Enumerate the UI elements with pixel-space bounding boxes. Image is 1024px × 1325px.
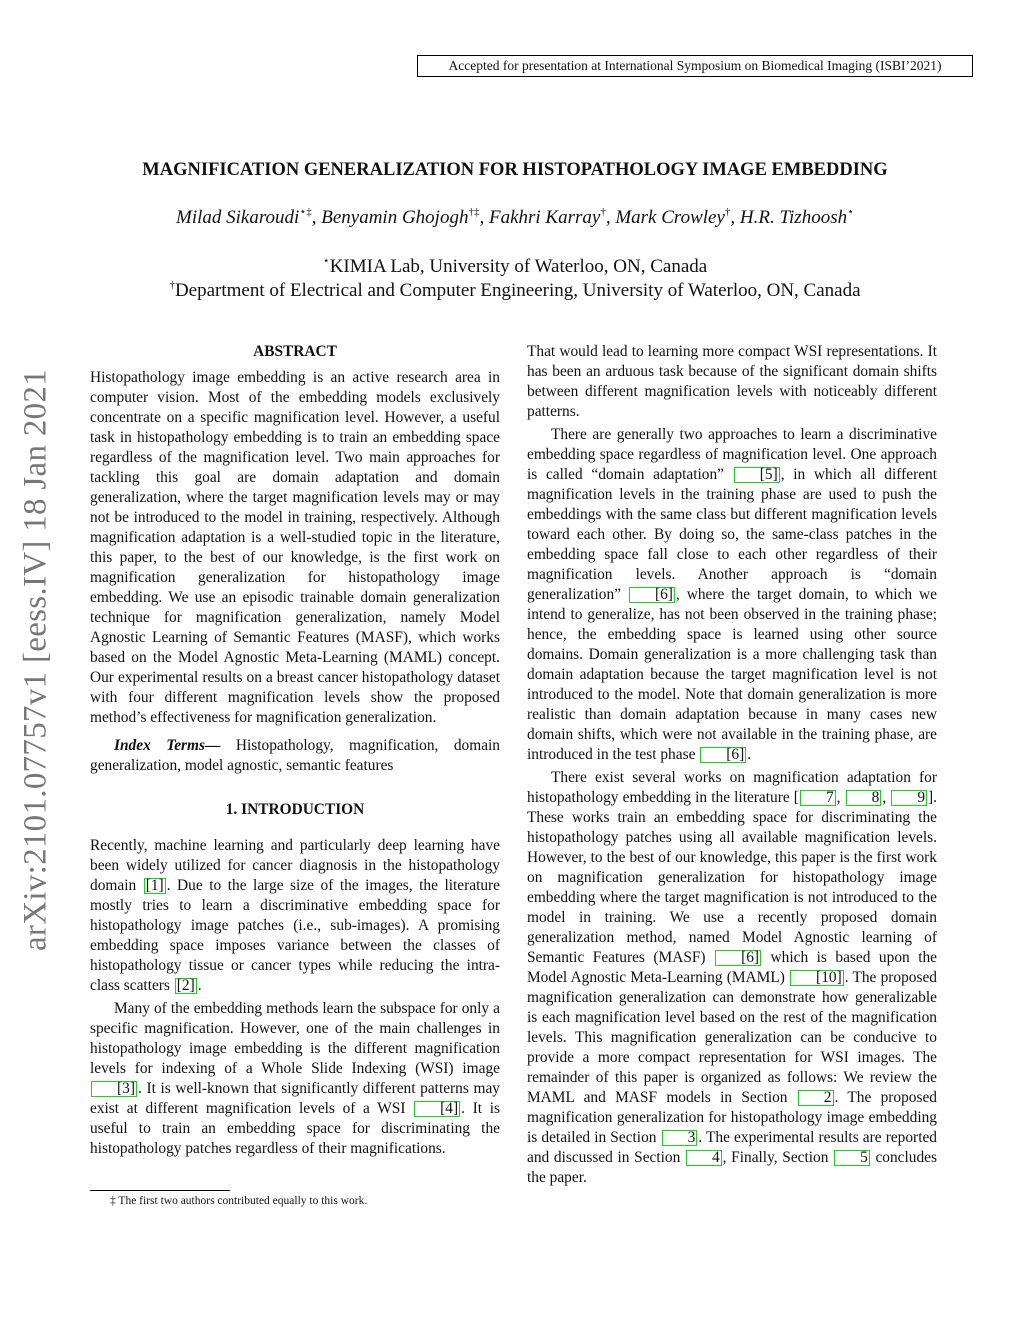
intro-paragraph-1 <box>90 836 500 996</box>
text-run: . The proposed magnification generalization for histopathology image embedding is detailed in Section <box>527 1089 937 1146</box>
text-run: . <box>197 977 202 994</box>
abstract-text: Histopathology image embedding is an active research area in computer vision. Most of the embedding models exclusively concentrate on a specific magnification level. However, a useful task in histopathology embedding is to train an embedding space regardless of the magnification level. Two main approaches for tackling this goal are domain adaptation and domain generalization, where the target magnification levels may or may not be introduced to the model in training, respectively. Although magnification adaptation is a well-studied topic in the literature, this paper, to the best of our knowledge, is the first work on magnification generalization for histopathology image embedding. We use an episodic trainable domain generalization technique for magnification generalization, namely Model Agnostic Learning of Semantic Features (MASF), which works based on the Model Agnostic Meta-Learning (MAML) concept. Our experimental results on a breast cancer histopathology dataset with four different magnification levels show the proposed method’s effectiveness for magnification generalization. <box>90 369 500 726</box>
text-run: Recently, machine learning and particularly deep learning have been widely utilized for cancer diagnosis in the histopathology domain <box>90 837 500 894</box>
author-list <box>60 207 970 229</box>
citation-number[interactable]: 3 <box>122 1080 130 1097</box>
index-terms-text: Histopathology, magnification, domain generalization, model agnostic, semantic features <box>90 737 500 774</box>
text-run: , in which all different magnification levels in the training phase are used to push the embeddings with the same class but different magnification levels toward each other. By doing so, the same-class patches in the embedding space fall close to each other regardless of their magnification levels. Another approach is “domain generalization” <box>527 466 937 603</box>
text-run: . The experimental results are reported and discussed in Section <box>527 1129 937 1166</box>
section-link[interactable]: 5 <box>834 1150 870 1166</box>
author-separator: , <box>730 207 740 228</box>
text-run: , where the target domain, to which we intend to generalize, has not been observed in the training phase; hence, the embedding space is learned using other source domains. Domain generalization is a more challenging task than domain adaptation because the target magnification level is not introduced to the model. Note that domain generalization is more realistic than domain adaptation because in many cases new domain shifts, which were not available in the training phase, are introduced in the test phase <box>527 586 937 763</box>
section-link[interactable]: 4 <box>686 1150 722 1166</box>
citation-link[interactable]: [5] <box>734 467 780 483</box>
author-mark: † <box>724 206 731 218</box>
author: Mark Crowley <box>615 207 725 228</box>
citation-link[interactable]: [6] <box>629 587 675 603</box>
citation-link[interactable]: [6] <box>715 950 761 966</box>
text-run: which is based upon the Model Agnostic Meta-Learning (MAML) <box>527 949 938 986</box>
arxiv-sidebar <box>12 360 60 960</box>
intro-heading: 1. INTRODUCTION <box>225 801 365 818</box>
author: Milad Sikaroudi <box>176 207 300 228</box>
citation-number[interactable]: 1 <box>150 877 159 894</box>
affiliation-ece <box>60 280 970 302</box>
intro-paragraph-3: That would lead to learning more compact WSI representations. It has been an arduous task because of the significant domain shifts between different magnification levels with noticeably different patterns. <box>527 343 937 420</box>
citation-link[interactable]: 8 <box>846 790 882 806</box>
author-separator: , <box>311 207 322 228</box>
text-run: ]. These works train an embedding space for discriminating the histopathology patches using all available magnification levels. However, to the best of our knowledge, this paper is the first work on magnification generalization for histopathology image embedding where the target magnification is not introduced to the model in training. We use a recently proposed domain generalization method, named Model Agnostic learning of Semantic Features (MASF) <box>527 789 937 966</box>
affiliation-text: Department of Electrical and Computer Engineering, University of Waterloo, ON, Canada <box>174 280 861 301</box>
citation-link[interactable]: [2] <box>176 977 195 994</box>
footnote <box>110 1195 367 1207</box>
affiliation-mark: ⋆ <box>322 255 330 267</box>
abstract-heading: ABSTRACT <box>253 343 337 360</box>
author-separator: , <box>479 207 489 228</box>
citation-number[interactable]: 6 <box>746 949 754 966</box>
author-mark: † <box>600 206 606 218</box>
author-mark: ⋆‡ <box>299 206 312 218</box>
affiliation-text: KIMIA Lab, University of Waterloo, ON, Canada <box>329 256 708 277</box>
text-run: , Finally, Section <box>722 1149 834 1166</box>
citation-link[interactable]: 7 <box>800 790 836 806</box>
footnote-text: The first two authors contributed equally to this work. <box>115 1195 368 1207</box>
text-run: . Due to the large size of the images, the literature mostly tries to learn a discriminative embedding space for histopathology image patches (i.e., sub-images). A promising embedding space imposes variance between the classes of histopathology tissue or cancer types while reducing the intra-class scatters <box>90 877 501 994</box>
acceptance-notice: Accepted for presentation at International Symposium on Biomedical Imaging (ISBI’2021) <box>417 55 973 77</box>
footnote-divider <box>90 1190 230 1191</box>
text-run: , <box>836 789 845 806</box>
text-run: concludes the paper. <box>527 1149 938 1186</box>
intro-paragraph-2 <box>90 999 500 1159</box>
citation-link[interactable]: [6] <box>700 747 746 763</box>
citation-number[interactable]: 2 <box>181 977 190 994</box>
section-link[interactable]: 3 <box>662 1130 698 1146</box>
text-run: . It is well-known that significantly different patterns may exist at different magnification levels of a WSI <box>90 1080 500 1117</box>
intro-paragraph-5 <box>527 768 937 1188</box>
citation-number[interactable]: 5 <box>764 466 773 483</box>
intro-paragraph-4 <box>527 425 937 765</box>
author-mark: ⋆ <box>847 206 854 218</box>
text-run: There exist several works on magnification adaptation for histopathology embedding in the literature [ <box>527 769 937 806</box>
text-run: Many of the embedding methods learn the subspace for only a specific magnification. However, one of the main challenges in histopathology image embedding is the different magnification levels for indexing of a Whole Slide Indexing (WSI) image <box>90 1000 500 1077</box>
citation-link[interactable]: [4] <box>414 1101 460 1117</box>
affiliation-mark: † <box>169 279 175 291</box>
paper-title: MAGNIFICATION GENERALIZATION FOR HISTOPATHOLOGY IMAGE EMBEDDING <box>142 160 888 180</box>
footnote-mark: ‡ <box>110 1195 116 1207</box>
right-column <box>527 342 937 1188</box>
citation-link[interactable]: [1] <box>145 877 164 894</box>
text-run: . <box>747 746 752 763</box>
index-terms <box>90 736 500 776</box>
citation-number[interactable]: 6 <box>731 746 740 763</box>
text-run: There are generally two approaches to learn a discriminative embedding space regardless of magnification level. One approach is called “domain adaptation” <box>527 426 937 483</box>
arxiv-identifier[interactable]: arXiv:2101.07757v1 [eess.IV] 18 Jan 2021 <box>17 368 54 952</box>
section-link[interactable]: 2 <box>798 1090 834 1106</box>
text-run: . It is useful to train an embedding space for discriminating the histopathology patches regardless of their magnifications. <box>90 1100 500 1157</box>
left-column <box>90 342 500 1159</box>
citation-number[interactable]: 6 <box>660 586 668 603</box>
citation-link[interactable]: [10] <box>790 970 844 986</box>
index-terms-label: Index Terms— <box>114 737 221 754</box>
text-run: . The proposed magnification generalization can demonstrate how generalizable is each magnification level based on the rest of the magnification levels. This magnification generalization can be conducive to provide a more compact representation for WSI images. The remainder of this paper is organized as follows: We review the MAML and MASF models in Section <box>527 969 937 1106</box>
citation-number[interactable]: 10 <box>821 969 837 986</box>
citation-link[interactable]: [3] <box>91 1081 137 1097</box>
author: H.R. Tizhoosh <box>739 207 848 228</box>
citation-link[interactable]: 9 <box>891 790 927 806</box>
citation-number[interactable]: 4 <box>445 1100 453 1117</box>
author-mark: †‡ <box>468 206 480 218</box>
text-run: , <box>882 789 891 806</box>
author: Fakhri Karray <box>488 207 601 228</box>
author-separator: , <box>605 207 616 228</box>
author: Benyamin Ghojogh <box>321 207 469 228</box>
affiliation-kimia <box>60 256 970 278</box>
